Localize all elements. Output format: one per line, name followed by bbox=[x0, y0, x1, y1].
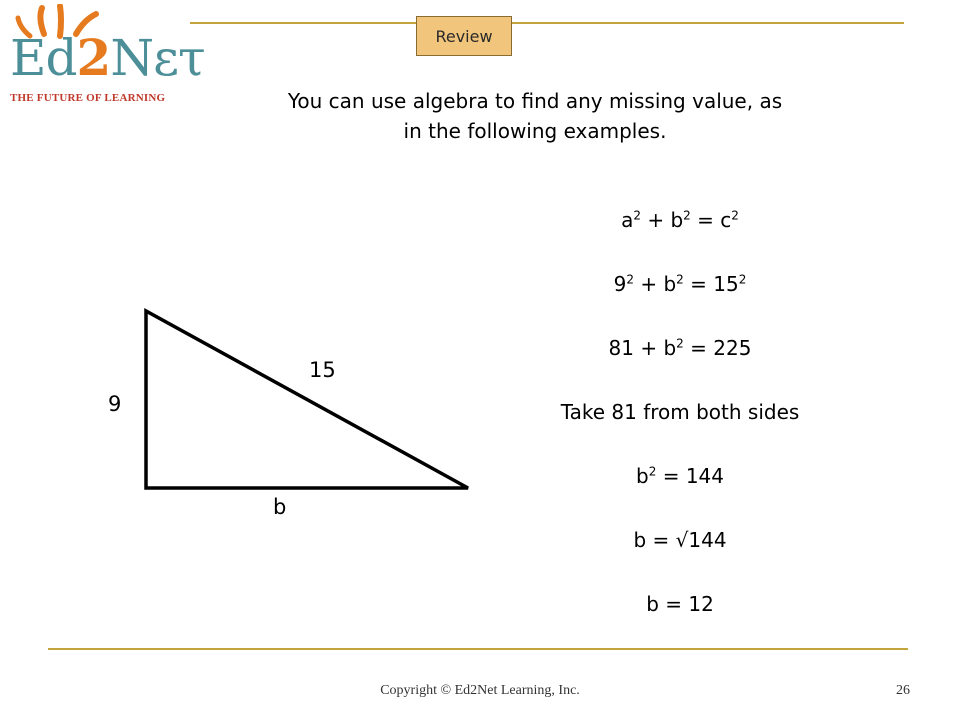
intro-line-1: You can use algebra to find any missing value, as bbox=[287, 89, 783, 113]
equation-steps bbox=[480, 200, 880, 648]
logo-text-net: Nετ bbox=[110, 29, 205, 87]
equation-step-3: $81 + b^2 = 225$ bbox=[608, 336, 752, 360]
equation-step-7: b = 12 bbox=[646, 592, 714, 616]
top-divider bbox=[190, 22, 904, 24]
equation-step-5: $b^2 = 144$ bbox=[636, 464, 724, 488]
equation-step-1: $a^2 + b^2 = c^2$ bbox=[621, 208, 739, 232]
equation-step-6: b = √144 bbox=[633, 528, 727, 552]
equation-step-4: Take 81 from both sides bbox=[560, 400, 800, 424]
triangle-label-base: b bbox=[273, 495, 287, 519]
footer-copyright: Copyright © Ed2Net Learning, Inc. bbox=[380, 683, 580, 698]
intro-text bbox=[190, 86, 880, 146]
logo-tagline: THE FUTURE OF LEARNING bbox=[10, 92, 166, 104]
intro-line-2: in the following examples. bbox=[403, 119, 667, 143]
ed2net-logo bbox=[4, 4, 205, 108]
review-tab: Review bbox=[416, 16, 512, 56]
triangle-label-hypotenuse: 15 bbox=[309, 358, 336, 382]
logo-text-ed: Ed bbox=[10, 29, 77, 87]
triangle-label-vertical: 9 bbox=[108, 392, 122, 416]
bottom-divider bbox=[48, 648, 908, 650]
equation-step-2: $9^2 + b^2 = 15^2$ bbox=[613, 272, 747, 296]
right-triangle-diagram bbox=[140, 305, 480, 495]
logo-wordmark bbox=[10, 30, 205, 86]
logo-text-two: 2 bbox=[76, 28, 111, 87]
footer-page-number: 26 bbox=[896, 683, 910, 698]
triangle-shape bbox=[146, 311, 468, 488]
